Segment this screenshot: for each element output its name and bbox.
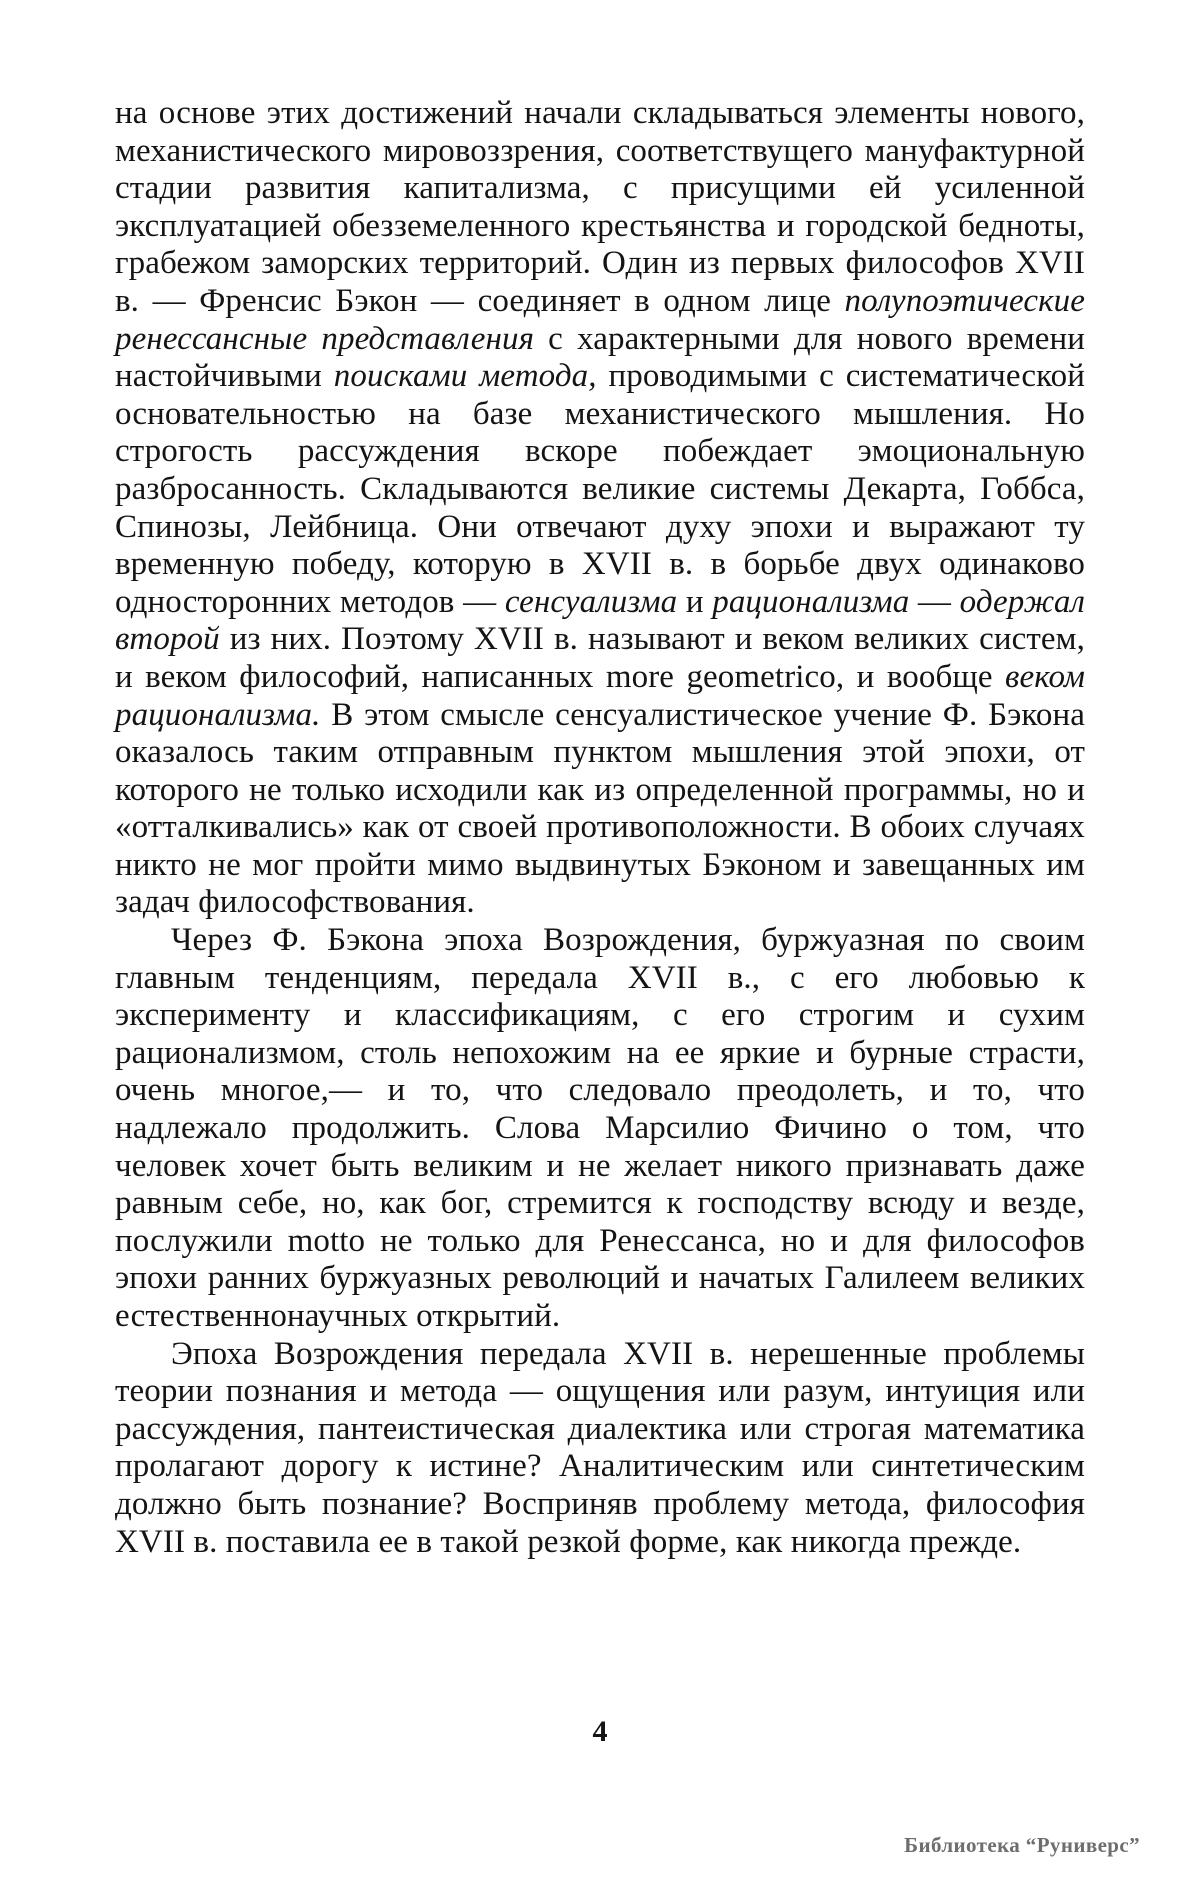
paragraph-1-text-3: проводимыми с систематической основательностью на базе механистического мышления. Но строгость рассуждения вскоре побеждает эмоциональную разбросанность. Складываются великие системы Декарта, Гоббса, Спинозы, Лейбница. Они отвечают духу эпохи и выражают ту временную победу, которую в XVII в. в борьбе двух одинаково односторонних методов — bbox=[115, 358, 1085, 620]
paragraph-1-text-5: — bbox=[909, 583, 960, 620]
library-watermark: Библиотека “Рунивepc” bbox=[904, 1833, 1140, 1857]
page-number: 4 bbox=[592, 1715, 608, 1748]
paragraph-2: Через Ф. Бэкона эпоха Возрождения, буржуазная по своим главным тенденциям, передала XVII в., с его любовью к эксперименту и классификациям, с его строгим и сухим рационализмом, столь непохожим на ее яркие и бурные страсти, очень многое,— и то, что следовало преодолеть, и то, что надлежало продолжить. Слова Марсилио Фичино о том, что человек хочет быть великим и не желает никого признавать даже равным себе, но, как бог, стремится к господству всюду и везде, послужили motto не только для Ренессанса, но и для философов эпохи ранних буржуазных революций и начатых Галилеем великих естественнонаучных открытий. bbox=[115, 922, 1085, 1334]
paragraph-1-text-2: с характерными для нового времени настойчивыми bbox=[115, 320, 1085, 395]
paragraph-1-emphasis-3: сенсуализма bbox=[504, 583, 678, 620]
paragraph-1-text-7: В этом смысле сенсуалистическое учение Ф. Бэкона оказалось таким отправным пунктом мышления этой эпохи, от которого не только исходили как из определенной программы, но и «отталкивались» как от своей противоположности. В обоих случаях никто не мог пройти мимо выдвинутых Бэконом и завещанных им задач философствования. bbox=[115, 696, 1085, 921]
paragraph-1-text-4: и bbox=[677, 583, 713, 620]
paragraph-1-emphasis-2: поисками метода, bbox=[333, 358, 597, 395]
paragraph-1-text-1: на основе этих достижений начали складываться элементы нового, механистического мировоззрения, соответствущего мануфактурной стадии развития капитализма, с присущими ей усиленной эксплуатацией обезземеленного крестьянства и городской бедноты, грабежом заморских территорий. Один из первых философов XVII в. — Френсис Бэкон — соединяет в одном лице bbox=[115, 95, 1085, 319]
paragraph-1 bbox=[115, 95, 1085, 922]
paragraph-3: Эпоха Возрождения передала XVII в. нерешенные проблемы теории познания и метода — ощущения или разум, интуиция или рассуждения, пантеистическая диалектика или строгая математика пролагают дорогу к истине? Аналитическим или синтетическим должно быть познание? Восприняв проблему метода, философия XVII в. поставила ее в такой резкой форме, как никогда прежде. bbox=[115, 1335, 1085, 1560]
paragraph-1-text-6: из них. Поэтому XVII в. называют и веком великих систем, и веком философий, написанных more geometrico, и вообще bbox=[115, 621, 1085, 695]
book-page bbox=[115, 95, 1085, 1795]
paragraph-1-emphasis-1: полупоэтические ренессансные представления bbox=[115, 282, 1085, 357]
paragraph-1-emphasis-4: рационализма bbox=[712, 583, 910, 620]
paragraph-1-emphasis-6: веком рационализма. bbox=[115, 658, 1085, 733]
body-text bbox=[115, 95, 1085, 1561]
paragraph-1-emphasis-5: одержал второй bbox=[115, 583, 1085, 658]
